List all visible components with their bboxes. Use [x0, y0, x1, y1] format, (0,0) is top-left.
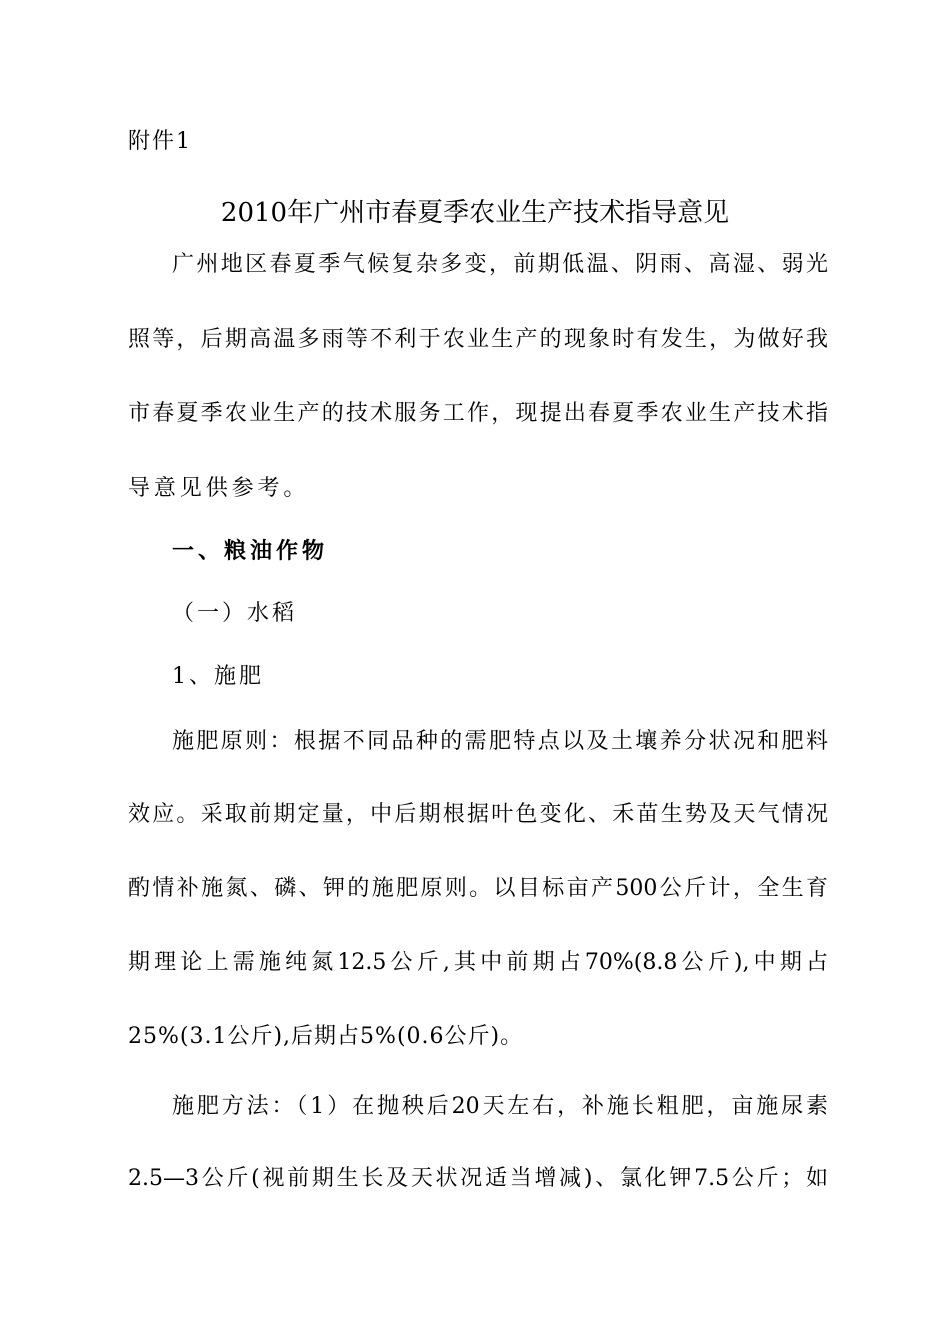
method-line-2: 2.5—3公斤(视前期生长及天状况适当增减)、氯化钾7.5公斤；如: [128, 1166, 828, 1191]
subsection-heading: （一）水稻: [172, 601, 298, 626]
method-line-1: 施肥方法：（1）在抛秧后20天左右，补施长粗肥，亩施尿素: [172, 1094, 828, 1119]
item-heading: 1、施肥: [172, 664, 264, 689]
principle-line-1: 施肥原则：根据不同品种的需肥特点以及土壤养分状况和肥料: [172, 729, 828, 754]
section-heading: 一、粮油作物: [172, 538, 329, 564]
intro-line-2: 照等，后期高温多雨等不利于农业生产的现象时有发生，为做好我: [128, 327, 828, 352]
intro-line-1: 广州地区春夏季气候复杂多变，前期低温、阴雨、高湿、弱光: [172, 252, 828, 277]
document-title: 2010年广州市春夏季农业生产技术指导意见: [220, 198, 730, 228]
intro-line-3: 市春夏季农业生产的技术服务工作，现提出春夏季农业生产技术指: [128, 401, 828, 426]
principle-line-4: 期理论上需施纯氮12.5公斤,其中前期占70%(8.8公斤),中期占: [128, 950, 828, 975]
principle-line-3: 酌情补施氮、磷、钾的施肥原则。以目标亩产500公斤计，全生育: [128, 876, 828, 901]
principle-line-5: 25%(3.1公斤),后期占5%(0.6公斤)。: [128, 1024, 524, 1049]
attachment-label: 附件1: [128, 129, 192, 154]
intro-line-4: 导意见供参考。: [128, 476, 310, 501]
principle-line-2: 效应。采取前期定量，中后期根据叶色变化、禾苗生势及天气情况: [128, 802, 828, 827]
